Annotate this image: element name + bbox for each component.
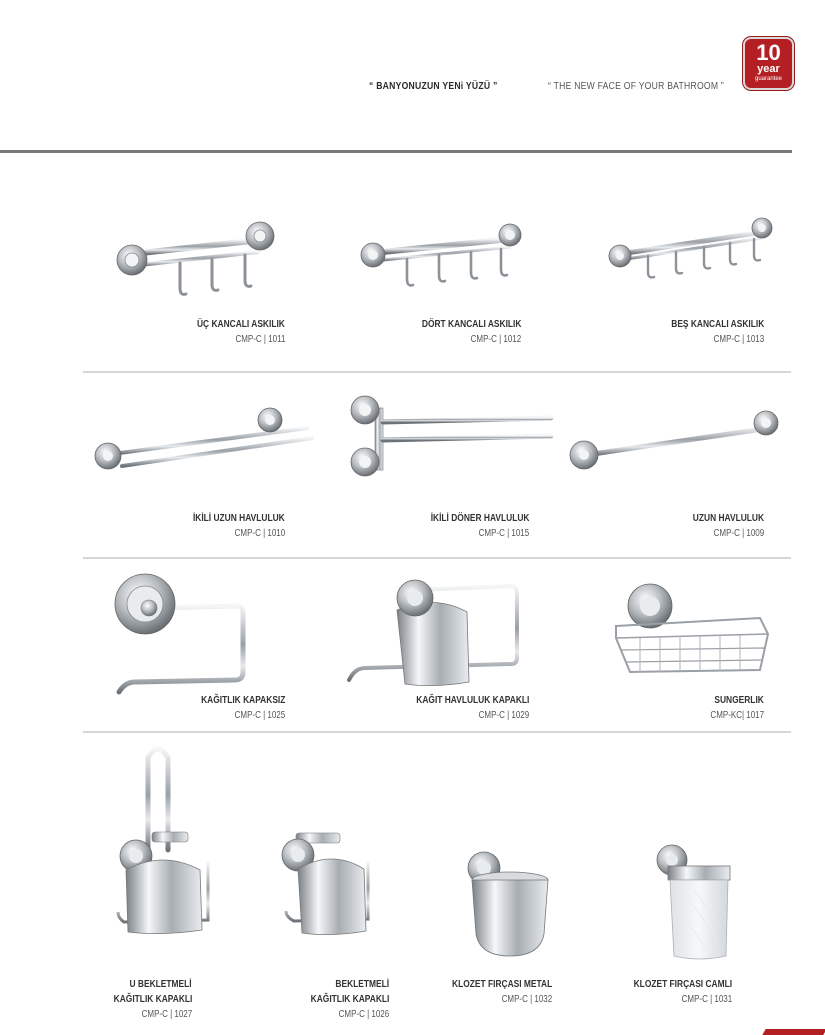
product-code: CMP-C | 1009 xyxy=(713,528,764,539)
product-image-double-towel-bar xyxy=(92,402,322,482)
tagline-turkish: “ BANYONUZUN YENi YÜZÜ ” xyxy=(369,80,498,92)
product-image-spare-paper-holder xyxy=(272,745,382,945)
product-name: KLOZET FIRÇASI CAMLI xyxy=(633,978,732,990)
badge-guarantee: guarantee xyxy=(754,76,783,82)
product-image-sponge-basket xyxy=(610,578,775,678)
corner-accent xyxy=(762,1029,825,1035)
product-image-four-hook-rack xyxy=(355,215,535,305)
product-name: İKİLİ UZUN HAVLULUK xyxy=(193,512,285,524)
product-name: KAĞIT HAVLULUK KAPAKLI xyxy=(415,694,529,706)
product-name: İKİLİ DÖNER HAVLULUK xyxy=(430,512,529,524)
product-image-toilet-brush-metal xyxy=(460,744,560,964)
product-code: CMP-C | 1029 xyxy=(478,710,529,721)
product-image-long-towel-bar xyxy=(566,405,786,475)
guarantee-badge xyxy=(743,37,794,90)
product-name: SUNGERLIK xyxy=(714,694,764,706)
product-image-three-hook-rack xyxy=(110,212,290,307)
product-image-toilet-brush-glass xyxy=(654,740,744,965)
product-image-paper-towel-holder-lid xyxy=(345,572,525,692)
product-name: DÖRT KANCALI ASKILIK xyxy=(421,318,521,330)
product-code: CMP-C | 1012 xyxy=(470,334,521,345)
product-code: CMP-C | 1032 xyxy=(501,994,552,1005)
row-divider xyxy=(83,731,791,733)
row-divider xyxy=(83,557,791,559)
product-name: BEKLETMELİ xyxy=(335,978,389,990)
product-image-five-hook-rack xyxy=(600,210,785,300)
product-name: UZUN HAVLULUK xyxy=(692,512,764,524)
product-code: CMP-C | 1027 xyxy=(141,1009,192,1020)
product-name: BEŞ KANCALI ASKILIK xyxy=(670,318,764,330)
product-name: KAĞITLIK KAPAKSIZ xyxy=(200,694,285,706)
row-divider xyxy=(83,371,791,373)
product-name: KLOZET FIRÇASI METAL xyxy=(451,978,552,990)
product-code: CMP-C | 1026 xyxy=(338,1009,389,1020)
product-code: CMP-C | 1031 xyxy=(681,994,732,1005)
product-image-swivel-towel-bar xyxy=(347,390,557,485)
product-code: CMP-C | 1013 xyxy=(713,334,764,345)
product-name: ÜÇ KANCALI ASKILIK xyxy=(197,318,285,330)
product-code: CMP-C | 1015 xyxy=(478,528,529,539)
badge-year: year xyxy=(757,63,780,75)
tagline-english: “ THE NEW FACE OF YOUR BATHROOM ” xyxy=(548,80,725,92)
product-code: CMP-KC| 1017 xyxy=(710,710,764,721)
product-name: KAĞITLIK KAPAKLI xyxy=(310,993,389,1005)
product-image-paper-holder-open xyxy=(105,566,255,706)
product-name: KAĞITLIK KAPAKLI xyxy=(113,993,192,1005)
product-code: CMP-C | 1025 xyxy=(234,710,285,721)
badge-number: 10 xyxy=(756,40,781,65)
product-name: U BEKLETMELİ xyxy=(129,978,192,990)
header-divider xyxy=(0,150,792,153)
product-code: CMP-C | 1010 xyxy=(234,528,285,539)
product-image-u-spare-paper-holder xyxy=(108,740,218,940)
product-code: CMP-C | 1011 xyxy=(235,334,285,345)
